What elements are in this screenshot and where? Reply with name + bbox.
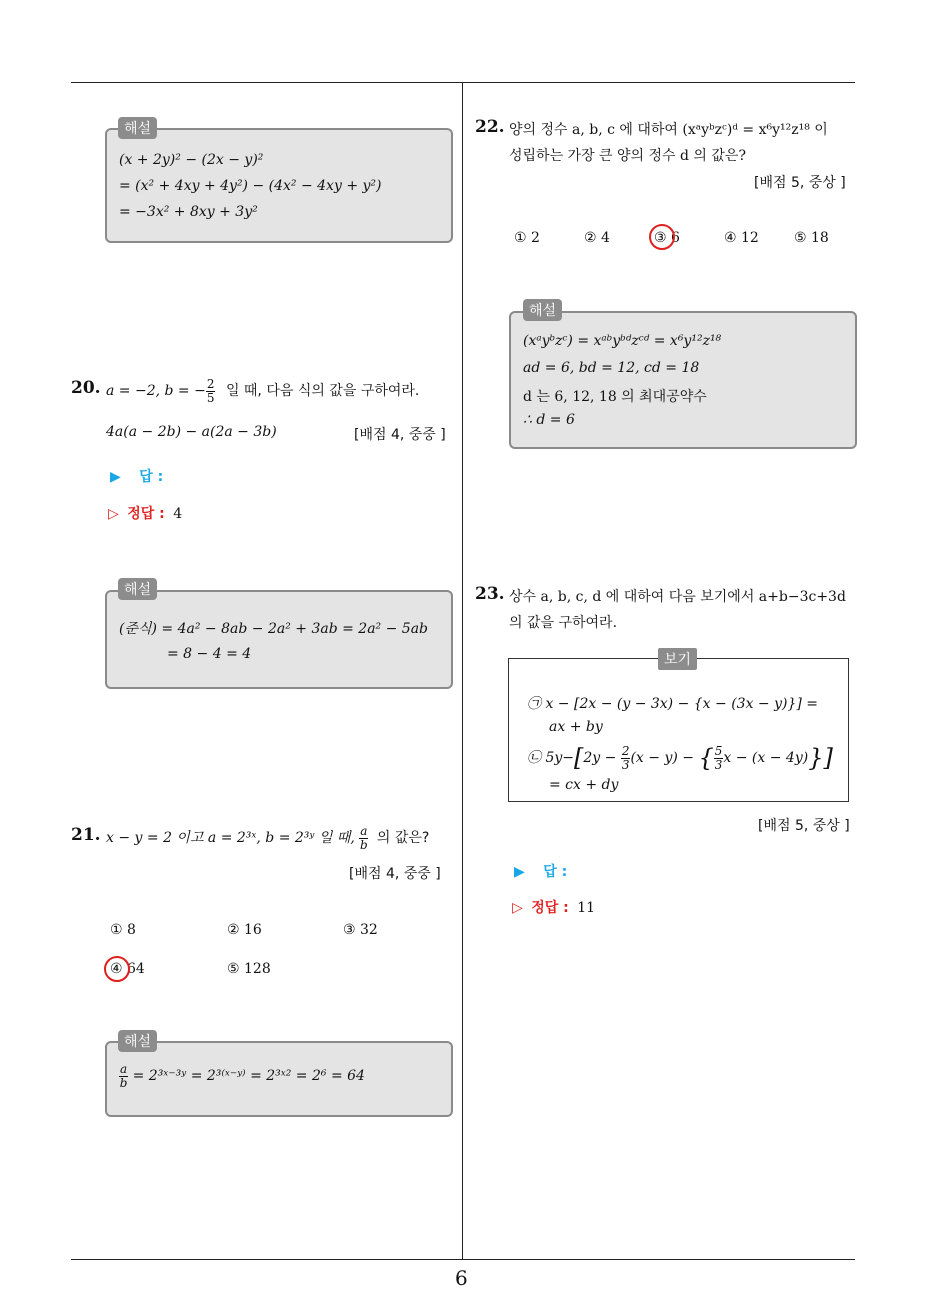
solution-box-20 — [105, 590, 453, 689]
fraction-numerator: a — [120, 1062, 128, 1076]
triangle-outline-icon: ▷ — [108, 506, 119, 522]
bottom-rule — [71, 1259, 855, 1260]
correct-answer-row — [108, 503, 182, 523]
example-item-2-cont: = cx + dy — [549, 777, 619, 793]
fraction-numerator: 2 — [621, 744, 630, 758]
correct-answer-label: 정답 : — [127, 506, 165, 522]
play-arrow-icon: ▶ — [110, 469, 121, 485]
question-23-score: [배점 5, 중상 ] — [758, 818, 850, 834]
fraction-numerator: a — [360, 824, 368, 838]
question-number-20: 20. — [71, 378, 101, 398]
selected-answer-circle — [649, 224, 675, 250]
question-20-condition: a = −2, b = − — [106, 383, 206, 400]
page-number: 6 — [455, 1266, 468, 1290]
play-arrow-icon: ▶ — [514, 864, 525, 880]
solution-expression: = 2³ˣ⁻³ʸ = 2³⁽ˣ⁻ʸ⁾ = 2³ˣ² = 2⁶ = 64 — [132, 1068, 365, 1085]
question-20-score: [배점 4, 중중 ] — [354, 427, 446, 443]
solution-line: ad = 6, bd = 12, cd = 18 — [523, 360, 700, 376]
choice-4[interactable]: ④ 64 — [110, 961, 145, 977]
column-divider — [462, 83, 463, 1259]
fraction-numerator: 2 — [206, 377, 215, 391]
choice-5[interactable]: ⑤ 128 — [227, 961, 271, 977]
question-20-text: 일 때, 다음 식의 값을 구하여라. — [225, 383, 420, 400]
example-box — [508, 658, 849, 802]
example-item-1: ㉠ x − [2x − (y − 3x) − {x − (3x − y)}] = — [527, 696, 819, 712]
choice-4[interactable]: ④ 12 — [724, 230, 759, 246]
fraction-denominator: b — [119, 1075, 128, 1090]
solution-line: ∴ d = 6 — [523, 412, 575, 428]
question-21-statement — [106, 825, 429, 851]
fraction-denominator: 3 — [621, 757, 630, 772]
solution-line: d 는 6, 12, 18 의 최대공약수 — [523, 389, 707, 405]
solution-box-21 — [105, 1041, 453, 1117]
fraction — [359, 825, 368, 851]
choice-1[interactable]: ① 8 — [110, 922, 136, 938]
example-label: 보기 — [658, 648, 697, 670]
answer-row — [110, 466, 163, 486]
choice-1[interactable]: ① 2 — [514, 230, 540, 246]
item-2-mid2: (x − y) − — [630, 750, 695, 767]
choice-2[interactable]: ② 16 — [227, 922, 262, 938]
correct-answer-value: 11 — [577, 900, 596, 916]
question-21-score: [배점 4, 중중 ] — [349, 866, 441, 882]
selected-answer-circle — [104, 956, 130, 982]
question-22-line2: 성립하는 가장 큰 양의 정수 d 의 값은? — [509, 148, 746, 164]
answer-label: 답 : — [139, 469, 164, 485]
question-number-23: 23. — [475, 584, 505, 604]
fraction — [206, 378, 216, 404]
correct-answer-value: 4 — [173, 506, 183, 522]
fraction — [714, 745, 724, 771]
question-number-21: 21. — [71, 825, 101, 845]
question-number-22: 22. — [475, 117, 505, 137]
choice-3[interactable]: ③ 6 — [654, 230, 680, 246]
solution-line: = −3x² + 8xy + 3y² — [119, 204, 258, 220]
triangle-outline-icon: ▷ — [512, 900, 523, 916]
solution-tag: 해설 — [118, 117, 157, 139]
solution-line: = 8 − 4 = 4 — [167, 646, 252, 662]
question-20-statement — [106, 378, 419, 404]
choice-3[interactable]: ③ 32 — [343, 922, 378, 938]
correct-answer-label: 정답 : — [531, 900, 569, 916]
answer-row — [514, 861, 567, 881]
question-21-tail: 의 값은? — [376, 830, 430, 847]
question-22-line1: 양의 정수 a, b, c 에 대하여 (xᵃyᵇzᶜ)ᵈ = x⁶y¹²z¹⁸ 이 — [509, 122, 828, 138]
solution-line-21 — [119, 1063, 365, 1089]
question-22-score: [배점 5, 중상 ] — [754, 175, 846, 191]
item-2-end: x − (x − 4y) — [723, 750, 809, 767]
solution-line: (xᵃyᵇzᶜ) = xᵃᵇyᵇᵈzᶜᵈ = x⁶y¹²z¹⁸ — [523, 333, 722, 349]
example-item-2: ㉡ 5y−[2y − $\frac{2}{3}$ (x − y) − { $\frac{5}{3}$ x − (x − 4y)}] — [527, 744, 833, 773]
top-rule — [71, 82, 855, 83]
solution-tag: 해설 — [118, 578, 157, 600]
solution-line: (준식) = 4a² − 8ab − 2a² + 3ab = 2a² − 5ab — [119, 621, 429, 637]
solution-line: = (x² + 4xy + 4y²) − (4x² − 4xy + y²) — [119, 178, 382, 194]
question-20-expression: 4a(a − 2b) − a(2a − 3b) — [106, 424, 277, 440]
fraction-denominator: 5 — [206, 390, 215, 405]
question-23-line1: 상수 a, b, c, d 에 대하여 다음 보기에서 a+b−3c+3d — [509, 589, 846, 605]
choice-2[interactable]: ② 4 — [584, 230, 610, 246]
fraction-denominator: b — [359, 837, 368, 852]
example-item-1-cont: ax + by — [549, 719, 603, 735]
solution-tag: 해설 — [118, 1030, 157, 1052]
question-23-line2: 의 값을 구하여라. — [509, 615, 618, 631]
fraction-numerator: 5 — [714, 744, 723, 758]
solution-tag: 해설 — [523, 299, 562, 321]
answer-label: 답 : — [543, 864, 568, 880]
item-2-mid: 2y − — [583, 750, 617, 767]
fraction — [119, 1063, 128, 1089]
question-21-condition: x − y = 2 이고 a = 2³ˣ, b = 2³ʸ 일 때, — [106, 830, 355, 847]
solution-line: (x + 2y)² − (2x − y)² — [119, 152, 264, 168]
fraction-denominator: 3 — [714, 757, 723, 772]
solution-box-22 — [509, 311, 857, 449]
choice-5[interactable]: ⑤ 18 — [794, 230, 829, 246]
correct-answer-row — [512, 897, 595, 917]
item-2-prefix: ㉡ 5y− — [527, 750, 574, 767]
solution-box-prev — [105, 128, 453, 243]
